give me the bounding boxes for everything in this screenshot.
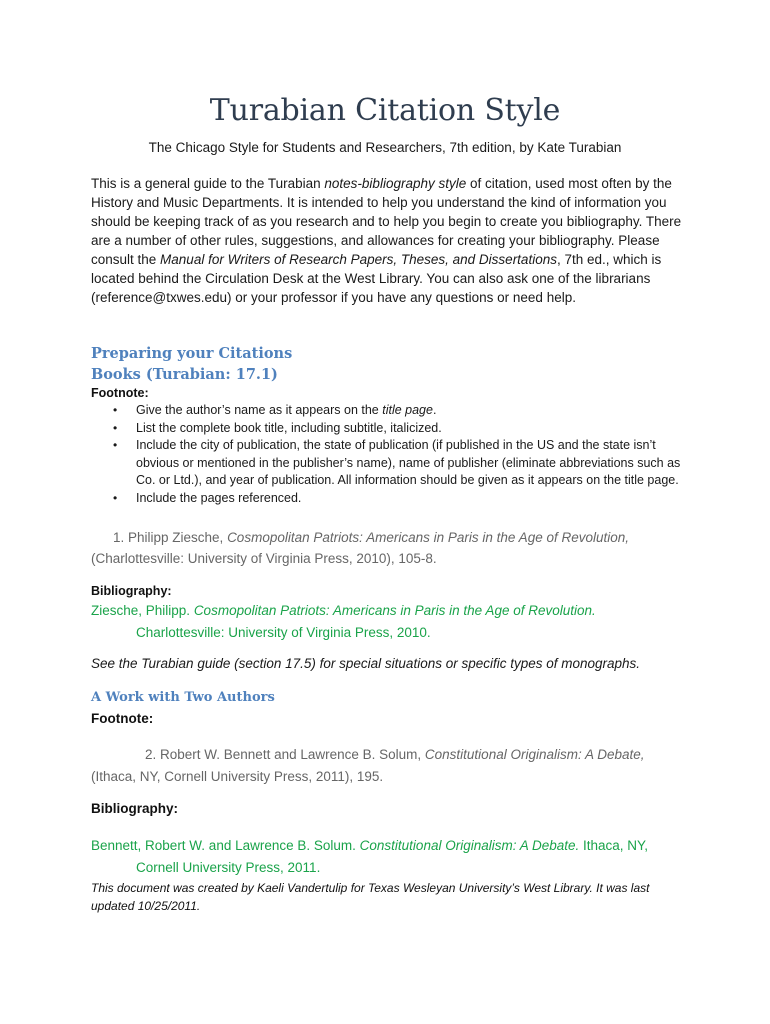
guide-note: See the Turabian guide (section 17.5) for special situations or specific types of monographs. [91,656,641,671]
bibliography-example-1 [91,600,691,644]
footnote-2-authors: 2. Robert W. Bennett and Lawrence B. Solum, [145,747,425,762]
bib-2-city: Ithaca, NY, [579,838,649,853]
list-item-italic: title page [382,403,433,417]
bullet-icon: • [113,403,118,417]
footnote-example-1 [91,527,691,569]
bib-1-publication: Charlottesville: University of Virginia Press, 2010. [136,625,431,640]
bib-1-title: Cosmopolitan Patriots: Americans in Paris in the Age of Revolution. [193,603,596,618]
list-item [113,437,688,490]
footnote-1-author: 1. Philipp Ziesche, [113,530,228,545]
page-title: Turabian Citation Style [209,93,561,128]
list-item [113,402,688,420]
list-item [113,490,688,508]
list-item-text: Include the pages referenced. [136,490,302,505]
document-credit: This document was created by Kaeli Vandertulip for Texas Wesleyan University’s West Library. It was last updated 10/25/2011. [91,881,650,913]
bibliography-example-2 [91,835,691,879]
footnote-1-title: Cosmopolitan Patriots: Americans in Paris in the Age of Revolution, [227,530,630,545]
footnote-2-title: Constitutional Originalism: A Debate, [424,747,645,762]
bibliography-label: Bibliography: [91,584,172,598]
list-item-text: Give the author’s name as it appears on the [136,403,383,417]
bullet-icon: • [113,420,118,435]
heading-preparing-citations: Preparing your Citations [91,345,293,362]
heading-two-authors: A Work with Two Authors [91,690,275,705]
list-item-text: List the complete book title, including subtitle, italicized. [136,420,442,435]
intro-text-2: of citation, used most often by the History and Music Departments. It is intended to help you understand the kind of information you should be keeping track of as you research and to help you begin to create you bibliography. There are a number of other rules, suggestions, and allowances for creating your bibliography. Please consult the [91,176,682,267]
heading-books: Books (Turabian: 17.1) [91,366,278,383]
intro-text-3: , 7th ed., which is located behind the Circulation Desk at the West Library. You can also ask one of the librarians (reference@txwes.edu) or your professor if you have any questions or need help. [91,252,662,305]
footnote-2-publication: (Ithaca, NY, Cornell University Press, 2011), 195. [91,769,384,784]
footnote-label: Footnote: [91,386,149,400]
intro-text-1: This is a general guide to the Turabian [91,176,325,191]
bib-2-title: Constitutional Originalism: A Debate. [359,838,580,853]
page-subtitle: The Chicago Style for Students and Researchers, 7th edition, by Kate Turabian [148,140,622,155]
bib-1-author: Ziesche, Philipp. [91,603,194,618]
intro-italic-1: notes-bibliography style [324,176,467,191]
bibliography-label-2: Bibliography: [91,801,178,816]
bib-2-publication: Cornell University Press, 2011. [136,860,321,875]
book-guidelines-list [113,402,688,507]
intro-italic-2: Manual for Writers of Research Papers, Theses, and Dissertations [160,252,557,267]
intro-paragraph [91,174,691,307]
list-item-end: . [432,403,437,417]
bib-2-authors: Bennett, Robert W. and Lawrence B. Solum. [91,838,360,853]
footnote-label-2: Footnote: [91,711,154,726]
list-item-text: Include the city of publication, the state of publication (if published in the US and the state isn’t obvious or mentioned in the publisher’s name), name of publisher (eliminate abbreviations such as Co. or Ltd.), and year of publication. All information should be given as it appears on the title page. [136,438,681,487]
bullet-icon: • [113,490,118,505]
bullet-icon: • [113,438,118,452]
footnote-1-publication: (Charlottesville: University of Virginia Press, 2010), 105-8. [91,551,437,566]
list-item [113,420,688,438]
footnote-example-2 [91,744,691,788]
